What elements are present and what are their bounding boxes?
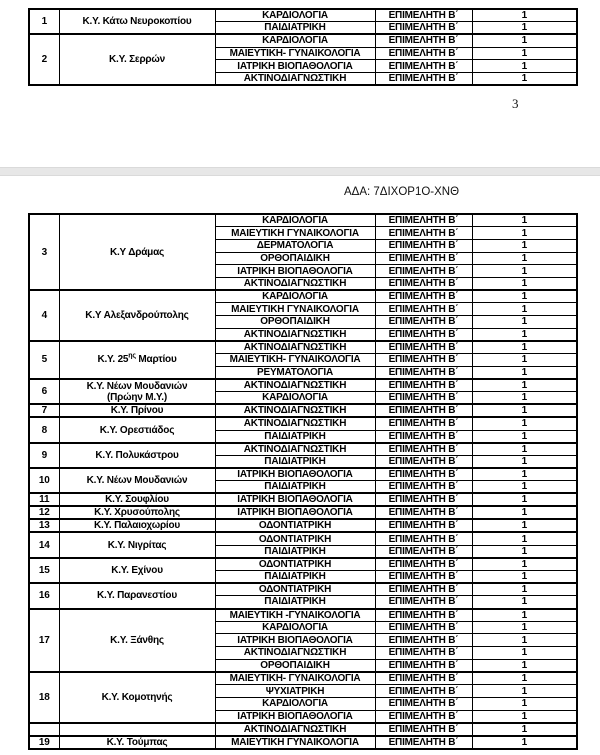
grade-cell: ΕΠΙΜΕΛΗΤΗ Β΄ bbox=[375, 481, 472, 494]
specialty-cell: ΚΑΡΔΙΟΛΟΓΙΑ bbox=[215, 290, 375, 303]
grade-cell: ΕΠΙΜΕΛΗΤΗ Β΄ bbox=[375, 22, 472, 35]
count-cell: 1 bbox=[472, 634, 577, 647]
health-center-cell: Κ.Υ. Νιγρίτας bbox=[59, 532, 215, 557]
ada-reference: ΑΔΑ: 7ΔΙΧΟΡ1Ο-ΧΝΘ bbox=[344, 186, 460, 198]
count-cell: 1 bbox=[472, 519, 577, 532]
count-cell: 1 bbox=[472, 621, 577, 634]
count-cell: 1 bbox=[472, 290, 577, 303]
health-center-cell: Κ.Υ. Κάτω Νευροκοπίου bbox=[59, 9, 215, 34]
page-number: 3 bbox=[512, 96, 519, 111]
count-cell: 1 bbox=[472, 647, 577, 660]
count-cell: 1 bbox=[472, 277, 577, 290]
table-row bbox=[29, 493, 577, 506]
specialty-cell: ΜΑΙΕΥΤΙΚΗ- ΓΥΝΑΙΚΟΛΟΓΙΑ bbox=[215, 672, 375, 685]
grade-cell: ΕΠΙΜΕΛΗΤΗ Β΄ bbox=[375, 659, 472, 672]
specialty-cell: ΑΚΤΙΝΟΔΙΑΓΝΩΣΤΙΚΗ bbox=[215, 72, 375, 85]
grade-cell: ΕΠΙΜΕΛΗΤΗ Β΄ bbox=[375, 316, 472, 329]
row-number-cell: 9 bbox=[29, 443, 59, 468]
health-center-cell: Κ.Υ. Εχίνου bbox=[59, 558, 215, 583]
specialty-cell: ΑΚΤΙΝΟΔΙΑΓΝΩΣΤΙΚΗ bbox=[215, 417, 375, 430]
specialty-cell: ΠΑΙΔΙΑΤΡΙΚΗ bbox=[215, 596, 375, 609]
grade-cell: ΕΠΙΜΕΛΗΤΗ Β΄ bbox=[375, 341, 472, 354]
count-cell: 1 bbox=[472, 417, 577, 430]
table-row bbox=[29, 723, 577, 736]
table-row bbox=[29, 609, 577, 622]
specialty-cell: ΚΑΡΔΙΟΛΟΓΙΑ bbox=[215, 9, 375, 22]
row-number-cell: 8 bbox=[29, 417, 59, 442]
table-row bbox=[29, 558, 577, 571]
specialty-cell: ΔΕΡΜΑΤΟΛΟΓΙΑ bbox=[215, 239, 375, 252]
specialty-cell: ΟΔΟΝΤΙΑΤΡΙΚΗ bbox=[215, 532, 375, 545]
specialty-cell: ΟΔΟΝΤΙΑΤΡΙΚΗ bbox=[215, 583, 375, 596]
grade-cell: ΕΠΙΜΕΛΗΤΗ Β΄ bbox=[375, 34, 472, 47]
specialty-cell: ΚΑΡΔΙΟΛΟΓΙΑ bbox=[215, 621, 375, 634]
grade-cell: ΕΠΙΜΕΛΗΤΗ Β΄ bbox=[375, 354, 472, 367]
count-cell: 1 bbox=[472, 723, 577, 736]
count-cell: 1 bbox=[472, 366, 577, 379]
row-number-cell: 2 bbox=[29, 34, 59, 85]
row-number-cell: 11 bbox=[29, 493, 59, 506]
specialty-cell: ΑΚΤΙΝΟΔΙΑΓΝΩΣΤΙΚΗ bbox=[215, 379, 375, 392]
health-center-cell: Κ.Υ. Νέων Μουδανιών bbox=[59, 468, 215, 493]
count-cell: 1 bbox=[472, 341, 577, 354]
specialty-cell: ΠΑΙΔΙΑΤΡΙΚΗ bbox=[215, 571, 375, 584]
count-cell: 1 bbox=[472, 685, 577, 698]
table-row bbox=[29, 519, 577, 532]
row-number-cell: 18 bbox=[29, 672, 59, 723]
row-number-cell: 7 bbox=[29, 404, 59, 417]
table-row bbox=[29, 290, 577, 303]
grade-cell: ΕΠΙΜΕΛΗΤΗ Β΄ bbox=[375, 723, 472, 736]
count-cell: 1 bbox=[472, 736, 577, 749]
health-center-cell: Κ.Υ. $25^{\eta\varsigma}$ Μαρτίου bbox=[59, 341, 215, 379]
row-number-cell: 12 bbox=[29, 506, 59, 519]
count-cell: 1 bbox=[472, 392, 577, 405]
count-cell: 1 bbox=[472, 354, 577, 367]
count-cell: 1 bbox=[472, 697, 577, 710]
count-cell: 1 bbox=[472, 506, 577, 519]
count-cell: 1 bbox=[472, 583, 577, 596]
count-cell: 1 bbox=[472, 34, 577, 47]
grade-cell: ΕΠΙΜΕΛΗΤΗ Β΄ bbox=[375, 558, 472, 571]
table-row bbox=[29, 34, 577, 47]
grade-cell: ΕΠΙΜΕΛΗΤΗ Β΄ bbox=[375, 252, 472, 265]
specialty-cell: ΙΑΤΡΙΚΗ ΒΙΟΠΑΘΟΛΟΓΙΑ bbox=[215, 60, 375, 73]
grade-cell: ΕΠΙΜΕΛΗΤΗ Β΄ bbox=[375, 685, 472, 698]
health-center-cell: Κ.Υ. Χρυσούπολης bbox=[59, 506, 215, 519]
grade-cell: ΕΠΙΜΕΛΗΤΗ Β΄ bbox=[375, 303, 472, 316]
count-cell: 1 bbox=[472, 455, 577, 468]
grade-cell: ΕΠΙΜΕΛΗΤΗ Β΄ bbox=[375, 710, 472, 723]
count-cell: 1 bbox=[472, 672, 577, 685]
grade-cell: ΕΠΙΜΕΛΗΤΗ Β΄ bbox=[375, 404, 472, 417]
specialty-cell: ΙΑΤΡΙΚΗ ΒΙΟΠΑΘΟΛΟΓΙΑ bbox=[215, 493, 375, 506]
count-cell: 1 bbox=[472, 468, 577, 481]
specialty-cell: ΠΑΙΔΙΑΤΡΙΚΗ bbox=[215, 481, 375, 494]
table-row bbox=[29, 506, 577, 519]
count-cell: 1 bbox=[472, 659, 577, 672]
specialty-cell: ΜΑΙΕΥΤΙΚΗ ΓΥΝΑΙΚΟΛΟΓΙΑ bbox=[215, 303, 375, 316]
table-row bbox=[29, 532, 577, 545]
grade-cell: ΕΠΙΜΕΛΗΤΗ Β΄ bbox=[375, 277, 472, 290]
health-center-cell: Κ.Υ. Παρανεστίου bbox=[59, 583, 215, 608]
health-center-cell: Κ.Υ. Παλαιοχωρίου bbox=[59, 519, 215, 532]
health-center-cell: Κ.Υ. Ορεστιάδος bbox=[59, 417, 215, 442]
row-number-cell: 10 bbox=[29, 468, 59, 493]
count-cell: 1 bbox=[472, 493, 577, 506]
specialty-cell: ΟΡΘΟΠΑΙΔΙΚΗ bbox=[215, 316, 375, 329]
table-row bbox=[29, 404, 577, 417]
grade-cell: ΕΠΙΜΕΛΗΤΗ Β΄ bbox=[375, 47, 472, 60]
health-center-cell: Κ.Υ Αλεξανδρούπολης bbox=[59, 290, 215, 341]
table-row bbox=[29, 443, 577, 456]
specialty-cell: ΨΥΧΙΑΤΡΙΚΗ bbox=[215, 685, 375, 698]
table-row bbox=[29, 214, 577, 227]
grade-cell: ΕΠΙΜΕΛΗΤΗ Β΄ bbox=[375, 455, 472, 468]
grade-cell: ΕΠΙΜΕΛΗΤΗ Β΄ bbox=[375, 697, 472, 710]
grade-cell: ΕΠΙΜΕΛΗΤΗ Β΄ bbox=[375, 392, 472, 405]
specialty-cell: ΙΑΤΡΙΚΗ ΒΙΟΠΑΘΟΛΟΓΙΑ bbox=[215, 265, 375, 278]
grade-cell: ΕΠΙΜΕΛΗΤΗ Β΄ bbox=[375, 506, 472, 519]
health-center-cell: Κ.Υ. Πολυκάστρου bbox=[59, 443, 215, 468]
specialty-cell: ΜΑΙΕΥΤΙΚΗ- ΓΥΝΑΙΚΟΛΟΓΙΑ bbox=[215, 354, 375, 367]
row-number-cell: 14 bbox=[29, 532, 59, 557]
specialty-cell: ΜΑΙΕΥΤΙΚΗ ΓΥΝΑΙΚΟΛΟΓΙΑ bbox=[215, 736, 375, 749]
count-cell: 1 bbox=[472, 47, 577, 60]
specialty-cell: ΚΑΡΔΙΟΛΟΓΙΑ bbox=[215, 34, 375, 47]
specialty-cell: ΜΑΙΕΥΤΙΚΗ -ΓΥΝΑΙΚΟΛΟΓΙΑ bbox=[215, 609, 375, 622]
count-cell: 1 bbox=[472, 443, 577, 456]
count-cell: 1 bbox=[472, 545, 577, 558]
count-cell: 1 bbox=[472, 481, 577, 494]
row-number-cell: 15 bbox=[29, 558, 59, 583]
table-row bbox=[29, 9, 577, 22]
table-row bbox=[29, 583, 577, 596]
count-cell: 1 bbox=[472, 379, 577, 392]
grade-cell: ΕΠΙΜΕΛΗΤΗ Β΄ bbox=[375, 647, 472, 660]
row-number-cell: 16 bbox=[29, 583, 59, 608]
count-cell: 1 bbox=[472, 214, 577, 227]
grade-cell: ΕΠΙΜΕΛΗΤΗ Β΄ bbox=[375, 9, 472, 22]
specialty-cell: ΟΡΘΟΠΑΙΔΙΚΗ bbox=[215, 659, 375, 672]
grade-cell: ΕΠΙΜΕΛΗΤΗ Β΄ bbox=[375, 265, 472, 278]
grade-cell: ΕΠΙΜΕΛΗΤΗ Β΄ bbox=[375, 571, 472, 584]
row-number-cell: 5 bbox=[29, 341, 59, 379]
positions-table-page3 bbox=[28, 8, 578, 86]
grade-cell: ΕΠΙΜΕΛΗΤΗ Β΄ bbox=[375, 214, 472, 227]
grade-cell: ΕΠΙΜΕΛΗΤΗ Β΄ bbox=[375, 239, 472, 252]
grade-cell: ΕΠΙΜΕΛΗΤΗ Β΄ bbox=[375, 60, 472, 73]
row-number-cell: 3 bbox=[29, 214, 59, 290]
specialty-cell: ΙΑΤΡΙΚΗ ΒΙΟΠΑΘΟΛΟΓΙΑ bbox=[215, 634, 375, 647]
count-cell: 1 bbox=[472, 404, 577, 417]
count-cell: 1 bbox=[472, 571, 577, 584]
health-center-cell: Κ.Υ. Σουφλίου bbox=[59, 493, 215, 506]
grade-cell: ΕΠΙΜΕΛΗΤΗ Β΄ bbox=[375, 430, 472, 443]
table-row bbox=[29, 341, 577, 354]
grade-cell: ΕΠΙΜΕΛΗΤΗ Β΄ bbox=[375, 609, 472, 622]
row-number-cell: 19 bbox=[29, 736, 59, 749]
specialty-cell: ΜΑΙΕΥΤΙΚΗ ΓΥΝΑΙΚΟΛΟΓΙΑ bbox=[215, 227, 375, 240]
specialty-cell: ΙΑΤΡΙΚΗ ΒΙΟΠΑΘΟΛΟΓΙΑ bbox=[215, 506, 375, 519]
specialty-cell: ΚΑΡΔΙΟΛΟΓΙΑ bbox=[215, 392, 375, 405]
specialty-cell: ΑΚΤΙΝΟΔΙΑΓΝΩΣΤΙΚΗ bbox=[215, 404, 375, 417]
count-cell: 1 bbox=[472, 710, 577, 723]
grade-cell: ΕΠΙΜΕΛΗΤΗ Β΄ bbox=[375, 545, 472, 558]
health-center-cell: Κ.Υ. Τούμπας bbox=[59, 736, 215, 749]
count-cell: 1 bbox=[472, 72, 577, 85]
row-number-cell bbox=[29, 723, 59, 736]
grade-cell: ΕΠΙΜΕΛΗΤΗ Β΄ bbox=[375, 672, 472, 685]
grade-cell: ΕΠΙΜΕΛΗΤΗ Β΄ bbox=[375, 290, 472, 303]
table-row bbox=[29, 379, 577, 392]
specialty-cell: ΡΕΥΜΑΤΟΛΟΓΙΑ bbox=[215, 366, 375, 379]
count-cell: 1 bbox=[472, 558, 577, 571]
row-number-cell: 13 bbox=[29, 519, 59, 532]
health-center-cell: Κ.Υ. Κομοτηνής bbox=[59, 672, 215, 723]
row-number-cell: 6 bbox=[29, 379, 59, 404]
specialty-cell: ΟΡΘΟΠΑΙΔΙΚΗ bbox=[215, 252, 375, 265]
health-center-cell: Κ.Υ. Πρίνου bbox=[59, 404, 215, 417]
grade-cell: ΕΠΙΜΕΛΗΤΗ Β΄ bbox=[375, 379, 472, 392]
specialty-cell: ΟΔΟΝΤΙΑΤΡΙΚΗ bbox=[215, 558, 375, 571]
specialty-cell: ΑΚΤΙΝΟΔΙΑΓΝΩΣΤΙΚΗ bbox=[215, 723, 375, 736]
specialty-cell: ΑΚΤΙΝΟΔΙΑΓΝΩΣΤΙΚΗ bbox=[215, 341, 375, 354]
count-cell: 1 bbox=[472, 328, 577, 341]
count-cell: 1 bbox=[472, 227, 577, 240]
superscript-text: ης bbox=[128, 353, 136, 361]
specialty-cell: ΙΑΤΡΙΚΗ ΒΙΟΠΑΘΟΛΟΓΙΑ bbox=[215, 710, 375, 723]
positions-table-page4 bbox=[28, 213, 578, 750]
count-cell: 1 bbox=[472, 252, 577, 265]
count-cell: 1 bbox=[472, 9, 577, 22]
row-number-cell: 17 bbox=[29, 609, 59, 672]
grade-cell: ΕΠΙΜΕΛΗΤΗ Β΄ bbox=[375, 736, 472, 749]
count-cell: 1 bbox=[472, 430, 577, 443]
specialty-cell: ΙΑΤΡΙΚΗ ΒΙΟΠΑΘΟΛΟΓΙΑ bbox=[215, 468, 375, 481]
specialty-cell: ΠΑΙΔΙΑΤΡΙΚΗ bbox=[215, 430, 375, 443]
grade-cell: ΕΠΙΜΕΛΗΤΗ Β΄ bbox=[375, 634, 472, 647]
row-number-cell: 1 bbox=[29, 9, 59, 34]
health-center-cell: Κ.Υ. Ξάνθης bbox=[59, 609, 215, 672]
count-cell: 1 bbox=[472, 60, 577, 73]
grade-cell: ΕΠΙΜΕΛΗΤΗ Β΄ bbox=[375, 493, 472, 506]
count-cell: 1 bbox=[472, 596, 577, 609]
health-center-cell: Κ.Υ Δράμας bbox=[59, 214, 215, 290]
table-row bbox=[29, 672, 577, 685]
specialty-cell: ΠΑΙΔΙΑΤΡΙΚΗ bbox=[215, 455, 375, 468]
health-center-cell bbox=[59, 723, 215, 736]
count-cell: 1 bbox=[472, 532, 577, 545]
count-cell: 1 bbox=[472, 22, 577, 35]
specialty-cell: ΟΔΟΝΤΙΑΤΡΙΚΗ bbox=[215, 519, 375, 532]
count-cell: 1 bbox=[472, 316, 577, 329]
grade-cell: ΕΠΙΜΕΛΗΤΗ Β΄ bbox=[375, 532, 472, 545]
health-center-cell: Κ.Υ. Σερρών bbox=[59, 34, 215, 85]
specialty-cell: ΑΚΤΙΝΟΔΙΑΓΝΩΣΤΙΚΗ bbox=[215, 328, 375, 341]
count-cell: 1 bbox=[472, 303, 577, 316]
row-number-cell: 4 bbox=[29, 290, 59, 341]
grade-cell: ΕΠΙΜΕΛΗΤΗ Β΄ bbox=[375, 366, 472, 379]
grade-cell: ΕΠΙΜΕΛΗΤΗ Β΄ bbox=[375, 328, 472, 341]
table-row bbox=[29, 468, 577, 481]
grade-cell: ΕΠΙΜΕΛΗΤΗ Β΄ bbox=[375, 227, 472, 240]
grade-cell: ΕΠΙΜΕΛΗΤΗ Β΄ bbox=[375, 468, 472, 481]
count-cell: 1 bbox=[472, 265, 577, 278]
page-break-separator bbox=[0, 167, 600, 176]
specialty-cell: ΠΑΙΔΙΑΤΡΙΚΗ bbox=[215, 22, 375, 35]
specialty-cell: ΚΑΡΔΙΟΛΟΓΙΑ bbox=[215, 697, 375, 710]
count-cell: 1 bbox=[472, 239, 577, 252]
table-row bbox=[29, 736, 577, 749]
health-center-cell: Κ.Υ. Νέων Μουδανιών (Πρώην Μ.Υ.) bbox=[59, 379, 215, 404]
count-cell: 1 bbox=[472, 609, 577, 622]
grade-cell: ΕΠΙΜΕΛΗΤΗ Β΄ bbox=[375, 621, 472, 634]
specialty-cell: ΠΑΙΔΙΑΤΡΙΚΗ bbox=[215, 545, 375, 558]
grade-cell: ΕΠΙΜΕΛΗΤΗ Β΄ bbox=[375, 519, 472, 532]
grade-cell: ΕΠΙΜΕΛΗΤΗ Β΄ bbox=[375, 443, 472, 456]
grade-cell: ΕΠΙΜΕΛΗΤΗ Β΄ bbox=[375, 72, 472, 85]
table-row bbox=[29, 417, 577, 430]
grade-cell: ΕΠΙΜΕΛΗΤΗ Β΄ bbox=[375, 417, 472, 430]
grade-cell: ΕΠΙΜΕΛΗΤΗ Β΄ bbox=[375, 596, 472, 609]
grade-cell: ΕΠΙΜΕΛΗΤΗ Β΄ bbox=[375, 583, 472, 596]
specialty-cell: ΑΚΤΙΝΟΔΙΑΓΝΩΣΤΙΚΗ bbox=[215, 443, 375, 456]
specialty-cell: ΜΑΙΕΥΤΙΚΗ- ΓΥΝΑΙΚΟΛΟΓΙΑ bbox=[215, 47, 375, 60]
specialty-cell: ΑΚΤΙΝΟΔΙΑΓΝΩΣΤΙΚΗ bbox=[215, 277, 375, 290]
specialty-cell: ΑΚΤΙΝΟΔΙΑΓΝΩΣΤΙΚΗ bbox=[215, 647, 375, 660]
specialty-cell: ΚΑΡΔΙΟΛΟΓΙΑ bbox=[215, 214, 375, 227]
